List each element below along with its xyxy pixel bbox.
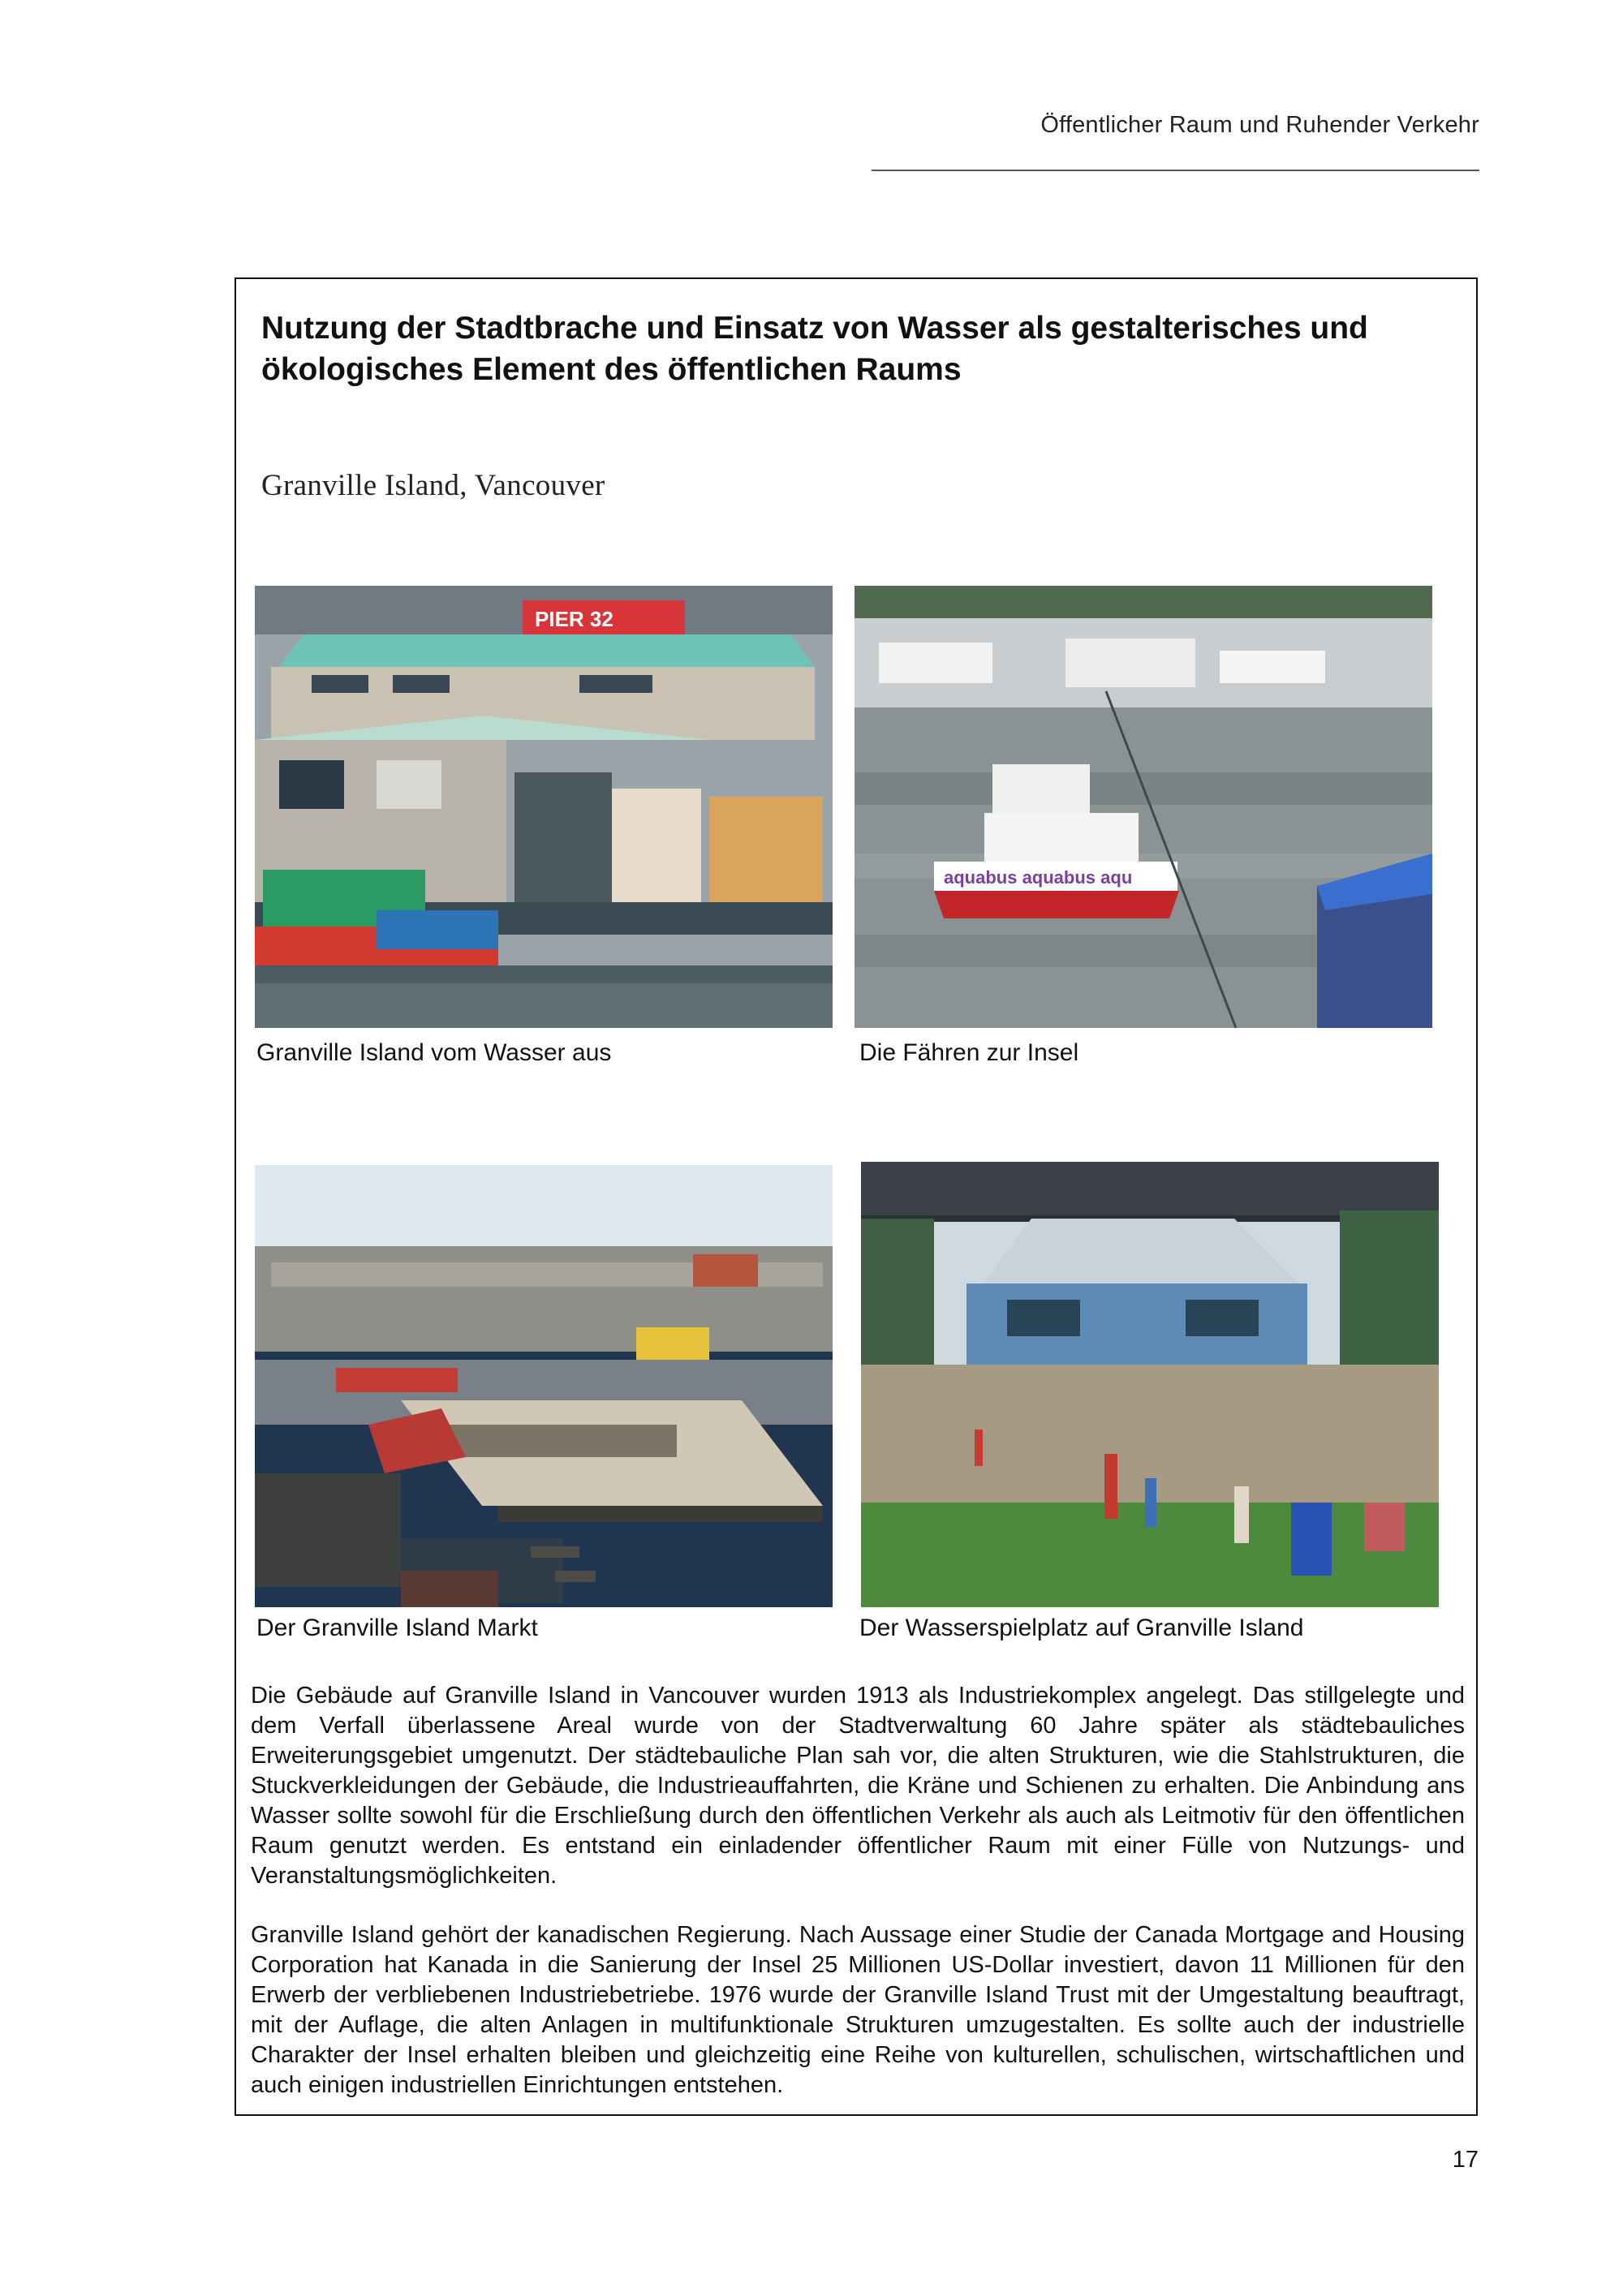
location-subtitle: Granville Island, Vancouver (261, 469, 605, 502)
aquabus-label: aquabus aquabus aqu (944, 867, 1133, 888)
caption-island-from-water: Granville Island vom Wasser aus (256, 1039, 612, 1066)
header-rule (872, 170, 1479, 171)
content-box (235, 277, 1478, 2116)
photo-island-from-water (255, 586, 833, 1028)
body-paragraph-2: Granville Island gehört der kanadischen Regierung. Nach Aussage einer Studie der Canada Mortgage and Housing Corporation hat Kanada in die Sanierung der Insel 25 Millionen US-Dollar investiert, davon 11 Millionen für den Erwerb der verbliebenen Industriebetriebe. 1976 wurde der Granville Island Trust mit der Umgestaltung beauftragt, mit der Auflage, die alten Anlagen in multifunktionale Strukturen umzugestalten. Es sollte auch der industrielle Charakter der Insel erhalten bleiben und gleichzeitig eine Reihe von kulturellen, schulischen, wirtschaftlichen und auch einigen industriellen Einrichtungen entstehen. (251, 1922, 1465, 2098)
photo-water-playground (861, 1162, 1439, 1607)
pier-sign: PIER 32 (535, 607, 613, 631)
photo-market (255, 1165, 833, 1607)
caption-market: Der Granville Island Markt (256, 1615, 538, 1641)
box-title: Nutzung der Stadtbrache und Einsatz von Wasser als gestalterisches und ökologisches Element des öffentlichen Raums (261, 311, 1368, 387)
photo-ferries (855, 586, 1432, 1028)
caption-ferries: Die Fähren zur Insel (859, 1039, 1079, 1066)
caption-water-playground: Der Wasserspielplatz auf Granville Island (859, 1615, 1304, 1641)
body-paragraph-1: Die Gebäude auf Granville Island in Vancouver wurden 1913 als Industriekomplex angelegt. Das stillgelegte und dem Verfall überlassene Areal wurde von der Stadtverwaltung 60 Jahre später als städtebauliches Erweiterungsgebiet umgenutzt. Der städtebauliche Plan sah vor, die alten Strukturen, wie die Stahlstrukturen, die Stuckverkleidungen der Gebäude, die Industrieauffahrten, die Kräne und Schienen zu erhalten. Die Anbindung ans Wasser sollte sowohl für die Erschließung durch den öffentlichen Verkehr als auch als Leitmotiv für den öffentlichen Raum genutzt werden. Es entstand ein einladender öffentlicher Raum mit einer Fülle von Nutzungs- und Veranstaltungsmöglichkeiten. (251, 1683, 1465, 1889)
page-number: 17 (1452, 2147, 1479, 2173)
running-header: Öffentlicher Raum und Ruhender Verkehr (1040, 112, 1479, 138)
